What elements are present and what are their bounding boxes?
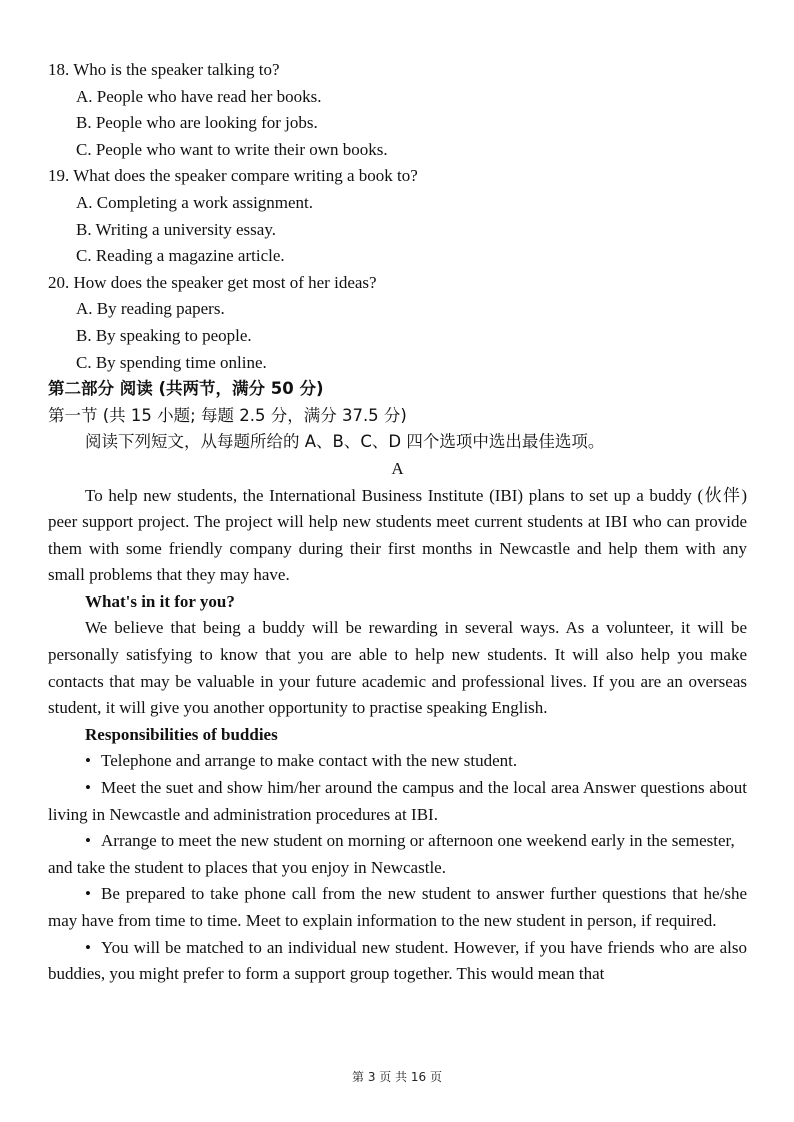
q18-option-a: A. People who have read her books. xyxy=(76,86,322,106)
bullet-dot: • xyxy=(85,751,91,771)
q20-option-b: B. By speaking to people. xyxy=(76,325,252,345)
q20-option-a: A. By reading papers. xyxy=(76,299,225,319)
part2-title: 第二部分 阅读 (共两节，满分 50 分) xyxy=(48,379,324,399)
q19-option-c: C. Reading a magazine article. xyxy=(76,246,285,266)
question-18: 18. Who is the speaker talking to? xyxy=(48,60,280,79)
q19-option-a: A. Completing a work assignment. xyxy=(76,192,314,212)
bullet-2: • Meet the suet and show him/her around the campus and the local area Answer questions about living in Newcastle and administration procedures at IBI. xyxy=(48,775,747,828)
q18-option-c: C. People who want to write their own books. xyxy=(76,139,388,159)
bullet-3: • Arrange to meet the new student on morning or afternoon one weekend early in the semester, xyxy=(48,828,747,855)
passage-label: A xyxy=(391,458,404,478)
reading-instruction: 阅读下列短文，从每题所给的 A、B、C、D 四个选项中选出最佳选项。 xyxy=(85,432,605,452)
bullet-dot: • xyxy=(85,831,91,851)
passage-para1: We believe that being a buddy will be rewarding in several ways. As a volunteer, it will be personally satisfying to know that you are able to help new students. It will also help you make contacts that may be valuable in your future academic and professional lives. If you are an overseas student, it will give you another opportunity to practise speaking English. xyxy=(48,618,747,718)
bullet-4: • Be prepared to take phone call from the new student to answer further questions that he/she may have from time to time. Meet to explain information to the new student in person, if required. xyxy=(48,881,747,934)
bullet-dot: • xyxy=(85,778,91,798)
q19-option-b: B. Writing a university essay. xyxy=(76,219,276,239)
page-footer: 第 3 页 共 16 页 xyxy=(352,1070,442,1084)
page-content xyxy=(48,57,747,988)
heading-whats-in-it: What's in it for you? xyxy=(85,591,235,611)
section1-title: 第一节 (共 15 小题; 每题 2.5 分，满分 37.5 分) xyxy=(48,405,407,425)
bullet-3-continued: and take the student to places that you enjoy in Newcastle. xyxy=(48,857,446,877)
passage-intro: To help new students, the International Business Institute (IBI) plans to set up a buddy (伙伴) peer support project. The project will help new students meet current students at IBI who can provide them with some friendly company during their first months in Newcastle and help them with any small problems that they may have. xyxy=(48,485,747,585)
heading-responsibilities: Responsibilities of buddies xyxy=(85,724,278,744)
bullet-dot: • xyxy=(85,884,91,904)
bullet-1: • Telephone and arrange to make contact with the new student. xyxy=(48,748,747,775)
question-20: 20. How does the speaker get most of her ideas? xyxy=(48,272,377,292)
q18-option-b: B. People who are looking for jobs. xyxy=(76,113,318,133)
bullet-dot: • xyxy=(85,937,91,957)
bullet-5: • You will be matched to an individual new student. However, if you have friends who are also buddies, you might prefer to form a support group together. This would mean that xyxy=(48,935,747,988)
q20-option-c: C. By spending time online. xyxy=(76,352,267,372)
question-19: 19. What does the speaker compare writing a book to? xyxy=(48,166,418,186)
